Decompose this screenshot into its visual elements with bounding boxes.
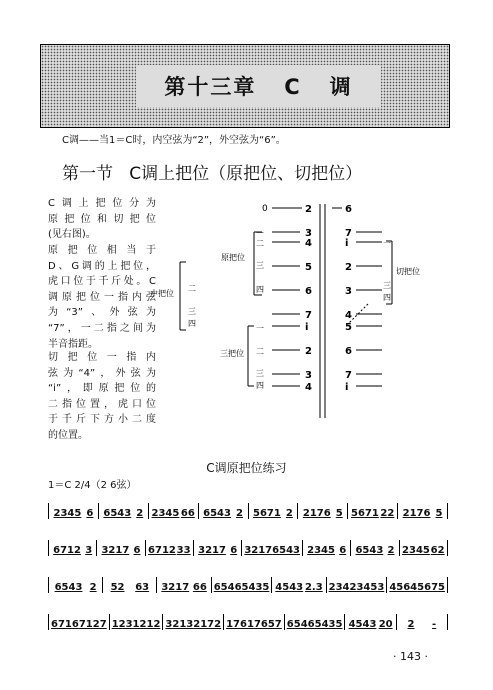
note-group: 5671 [253, 508, 281, 519]
note-group: 2.3 [304, 582, 323, 593]
note-group: 2 [285, 508, 293, 519]
key-signature: 1＝C 2/4（2 6弦） [48, 480, 137, 491]
finger-label: 一 [256, 324, 264, 333]
zhong-label: 中把位 [150, 289, 174, 298]
measure [241, 540, 302, 556]
note-group: 6546 [213, 582, 242, 593]
paragraph-line: 虎口位于千斤处。C [48, 276, 156, 288]
note-group: 2176 [402, 508, 431, 519]
measure [156, 577, 210, 593]
paragraph-line: C调上把位分为 [48, 198, 156, 209]
score-row [48, 534, 448, 556]
yuan-label: 原把位 [221, 253, 245, 262]
paragraph-line: 切把位一指内 [48, 352, 156, 363]
note-group: 6712 [53, 545, 81, 556]
inner-note: 4 [305, 238, 312, 249]
measure [102, 577, 156, 593]
measure [350, 540, 398, 556]
note-group: 6 [339, 545, 347, 556]
measure [48, 540, 96, 556]
note-group: 6543 [54, 582, 83, 593]
note-group: 63 [135, 582, 150, 593]
outer-note: 7 [345, 228, 352, 239]
note-group: 2 [407, 619, 415, 630]
note-group: 3217 [198, 545, 226, 556]
note-group: 2345 [151, 508, 180, 519]
note-group: 66 [180, 508, 195, 519]
note-group: 6543 [272, 545, 300, 556]
note-group: 212 [139, 619, 161, 630]
measure [48, 614, 109, 630]
note-group: 2 [136, 508, 144, 519]
open-string-label: 0 [262, 204, 268, 214]
inner-note: 6 [305, 286, 312, 297]
note-group: 3 [85, 545, 93, 556]
san-label: 三把位 [220, 349, 244, 358]
finger-label: 四 [188, 319, 196, 328]
outer-note: i [345, 238, 349, 249]
paragraph-line: 原把位和切把位 [48, 213, 156, 225]
outer-note: 3 [345, 286, 352, 297]
note-group: 1231 [111, 619, 140, 630]
paragraph-line: “i”，即原把位的 [48, 383, 156, 395]
outer-note: 7 [345, 370, 352, 381]
measure [109, 614, 163, 630]
note-group: 7657 [253, 619, 282, 630]
finger-label: 三 [256, 369, 264, 378]
measure [386, 577, 448, 593]
paragraph-2 [48, 243, 156, 352]
measure [48, 577, 102, 593]
measure [48, 503, 98, 519]
outer-note: i [345, 382, 349, 393]
paragraph-line: 调原把位一指内弦 [48, 291, 156, 303]
note-group: 3217 [161, 582, 190, 593]
measure [399, 540, 448, 556]
note-group: 5 [435, 508, 443, 519]
measure [284, 614, 345, 630]
note-group: 2 [387, 545, 395, 556]
score-row [48, 497, 448, 519]
paragraph-line: 的位置。 [48, 429, 88, 441]
finger-label: 三 [188, 307, 196, 316]
measure [302, 540, 350, 556]
paragraph-line: 为“3”、外弦为 [48, 307, 156, 319]
note-group: 4543 [275, 582, 304, 593]
inner-note: 3 [305, 228, 312, 239]
note-group: 22 [380, 508, 395, 519]
note-group: 3453 [356, 582, 385, 593]
note-group: 2172 [193, 619, 222, 630]
chapter-title: 第十三章 C 调 [136, 65, 381, 107]
paragraph-line: 二指位置，虎口位 [48, 398, 156, 410]
note-group: 6546 [286, 619, 315, 630]
paragraph-3 [48, 350, 156, 444]
outer-note: 2 [345, 262, 352, 273]
measure [193, 540, 241, 556]
score-row [48, 608, 448, 630]
measure [148, 503, 198, 519]
finger-label: 一 [256, 229, 264, 238]
note-group: 6716 [51, 619, 79, 630]
measure [271, 577, 325, 593]
inner-note: 5 [305, 262, 312, 273]
measure [297, 503, 347, 519]
inner-note: 2 [305, 346, 312, 357]
note-group: 52 [110, 582, 125, 593]
inner-note: 2 [305, 204, 312, 215]
score-row [48, 571, 448, 593]
note-group: 3217 [101, 545, 130, 556]
measure [162, 614, 223, 630]
note-group: 1761 [226, 619, 254, 630]
outer-note: 6 [345, 346, 352, 357]
note-group: 6 [86, 508, 94, 519]
finger-label: 三 [383, 281, 391, 290]
note-group: 2342 [328, 582, 357, 593]
note-group: 20 [378, 619, 393, 630]
finger-label: 二 [256, 239, 264, 248]
measure [326, 577, 387, 593]
measure [397, 503, 448, 519]
chapter-banner [40, 44, 450, 128]
note-group: 6 [230, 545, 238, 556]
note-group: 6 [133, 545, 141, 556]
section-title: 第一节 C调上把位（原把位、切把位） [62, 164, 363, 184]
note-group: 62 [430, 545, 445, 556]
inner-note: 7 [305, 310, 312, 321]
finger-label: 四 [383, 293, 391, 302]
inner-note: 4 [305, 382, 312, 393]
paragraph-line: 弦为“4”，外弦为 [48, 367, 156, 379]
inner-note: i [305, 322, 309, 333]
finger-label: 一 [383, 239, 391, 248]
outer-note: 4 [345, 310, 352, 321]
finger-label: 四 [256, 381, 264, 390]
note-group: 66 [192, 582, 207, 593]
note-group: 5435 [241, 582, 270, 593]
note-group: 7127 [78, 619, 107, 630]
note-group: 2345 [307, 545, 335, 556]
qie-label: 切把位 [396, 267, 420, 276]
paragraph-1 [48, 196, 156, 243]
note-group: 6543 [203, 508, 231, 519]
measure [211, 577, 272, 593]
page-number: · 143 · [393, 650, 428, 663]
note-group: 3213 [165, 619, 194, 630]
measure [248, 503, 298, 519]
exercise-title: C调原把位练习 [206, 461, 287, 475]
note-group: 2176 [302, 508, 331, 519]
measure [98, 503, 148, 519]
note-group: 6543 [103, 508, 132, 519]
measure [96, 540, 144, 556]
outer-note: 5 [345, 322, 352, 333]
measure [347, 503, 397, 519]
note-group: 4543 [348, 619, 377, 630]
paragraph-line: “7”，一二指之间为 [48, 322, 156, 334]
paragraph-line: 原把位相当于 [48, 245, 156, 256]
note-group: 3217 [244, 545, 273, 556]
measure [344, 614, 395, 630]
inner-note: 3 [305, 370, 312, 381]
intro-text: C调——当1＝C时，内空弦为“2”，外空弦为“6”。 [62, 135, 286, 146]
note-group: 4564 [389, 582, 418, 593]
note-group: 2345 [402, 545, 430, 556]
paragraph-line: (见右图)。 [48, 229, 96, 241]
finger-label: 二 [256, 347, 264, 356]
measure [396, 614, 448, 630]
note-group: 2 [236, 508, 243, 519]
note-group: 2345 [53, 508, 82, 519]
inner-notes [272, 204, 312, 393]
paragraph-line: D、G调的上把位， [48, 260, 156, 272]
finger-label: 三 [256, 261, 264, 270]
finger-label: 二 [188, 284, 196, 293]
outer-note: 6 [345, 204, 352, 215]
note-group: 6543 [355, 545, 384, 556]
measure [223, 614, 284, 630]
note-group: 5435 [314, 619, 343, 630]
measure [198, 503, 248, 519]
paragraph-line: 于千斤下方小二度 [48, 414, 156, 426]
position-diagram [150, 196, 430, 426]
measure [145, 540, 193, 556]
paragraph-line: 半音指距。 [48, 338, 98, 350]
note-group: 5 [335, 508, 343, 519]
note-group: - [432, 619, 437, 630]
note-group: 33 [176, 545, 191, 556]
note-group: 6712 [148, 545, 176, 556]
note-group: 5671 [351, 508, 379, 519]
note-group: 2 [89, 582, 97, 593]
note-group: 5675 [417, 582, 445, 593]
outer-notes [345, 204, 382, 393]
finger-label: 四 [256, 285, 264, 294]
